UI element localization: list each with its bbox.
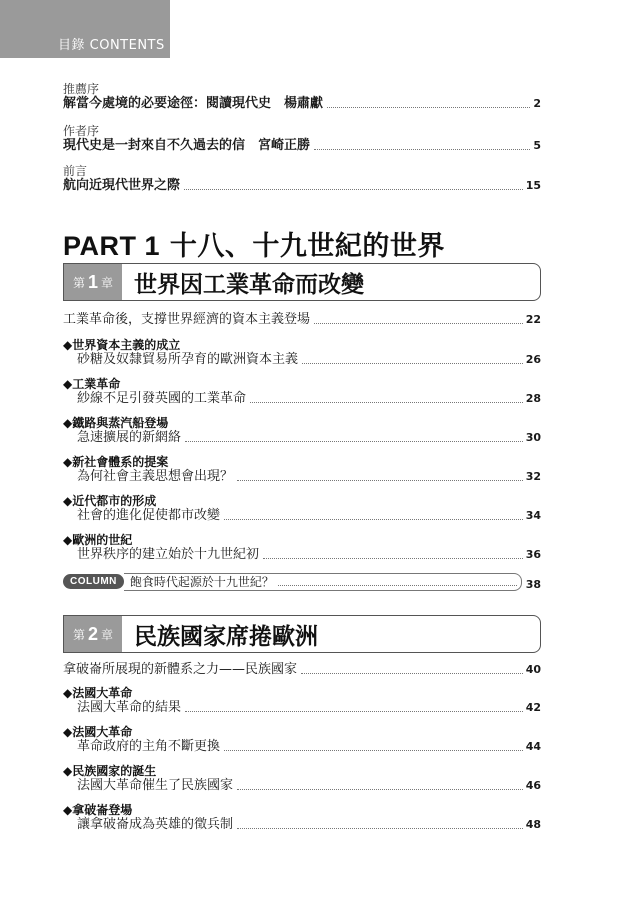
column-box bbox=[124, 573, 522, 591]
section-subtitle: 為何社會主義思想會出現？ bbox=[77, 469, 234, 484]
page-number: 38 bbox=[525, 578, 541, 591]
leader-dots bbox=[301, 673, 523, 674]
toc-entry-section[interactable] bbox=[63, 533, 541, 563]
page-number: 28 bbox=[525, 392, 541, 405]
entry-title: 工業革命後，支撐世界經濟的資本主義登場 bbox=[63, 312, 311, 327]
chapter-2-banner[interactable] bbox=[63, 615, 541, 653]
page-number: 22 bbox=[525, 313, 541, 326]
leader-dots bbox=[224, 750, 523, 751]
leader-dots bbox=[185, 711, 523, 712]
chapter-suffix: 章 bbox=[101, 275, 114, 290]
leader-dots bbox=[278, 585, 517, 586]
part-heading bbox=[63, 224, 445, 263]
toc-entry-column[interactable] bbox=[63, 572, 541, 591]
part-label: PART 1 bbox=[63, 231, 161, 261]
chapter-suffix: 章 bbox=[101, 627, 114, 642]
page-number: 36 bbox=[525, 548, 541, 561]
page-number: 44 bbox=[525, 740, 541, 753]
leader-dots bbox=[250, 402, 523, 403]
section-heading: ◆近代都市的形成 bbox=[63, 494, 157, 508]
page-number: 34 bbox=[525, 509, 541, 522]
leader-dots bbox=[327, 107, 530, 108]
section-subtitle: 讓拿破崙成為英雄的徵兵制 bbox=[77, 817, 234, 832]
page-number: 42 bbox=[525, 701, 541, 714]
toc-entry-foreword[interactable] bbox=[63, 82, 541, 112]
leader-dots bbox=[314, 323, 523, 324]
chapter-badge bbox=[64, 264, 122, 300]
column-badge: COLUMN bbox=[63, 574, 124, 589]
toc-entry-section[interactable] bbox=[63, 803, 541, 833]
entry-title: 航向近現代世界之際 bbox=[63, 178, 181, 193]
section-heading: ◆法國大革命 bbox=[63, 686, 133, 700]
entry-title: 解當今處境的必要途徑：閱讀現代史 楊肅獻 bbox=[63, 96, 324, 111]
section-heading: ◆拿破崙登場 bbox=[63, 803, 133, 817]
page-number: 15 bbox=[525, 179, 541, 192]
page-number: 5 bbox=[533, 139, 541, 152]
toc-entry-section[interactable] bbox=[63, 338, 541, 368]
chapter-title: 世界因工業革命而改變 bbox=[134, 271, 364, 298]
section-subtitle: 法國大革命催生了民族國家 bbox=[77, 778, 234, 793]
chapter-number: 1 bbox=[87, 271, 98, 292]
leader-dots bbox=[263, 558, 523, 559]
toc-entry-section[interactable] bbox=[63, 416, 541, 446]
entry-title: 拿破崙所展現的新體系之力——民族國家 bbox=[63, 662, 298, 677]
section-heading: ◆世界資本主義的成立 bbox=[63, 338, 181, 352]
page-number: 48 bbox=[525, 818, 541, 831]
section-subtitle: 法國大革命的結果 bbox=[77, 700, 182, 715]
section-heading: ◆歐洲的世紀 bbox=[63, 533, 133, 547]
section-heading: ◆新社會體系的提案 bbox=[63, 455, 169, 469]
toc-entry-chapter-2-intro[interactable] bbox=[63, 662, 541, 678]
chapter-1-banner[interactable] bbox=[63, 263, 541, 301]
leader-dots bbox=[314, 149, 530, 150]
toc-entry-section[interactable] bbox=[63, 686, 541, 716]
chapter-prefix: 第 bbox=[72, 627, 85, 642]
leader-dots bbox=[237, 789, 523, 790]
section-heading: ◆鐵路與蒸汽船登場 bbox=[63, 416, 169, 430]
toc-entry-section[interactable] bbox=[63, 377, 541, 407]
section-subtitle: 紗線不足引發英國的工業革命 bbox=[77, 391, 247, 406]
entry-label: 推薦序 bbox=[63, 82, 100, 96]
section-heading: ◆工業革命 bbox=[63, 377, 121, 391]
entry-title: 現代史是一封來自不久過去的信 宮崎正勝 bbox=[63, 138, 311, 153]
contents-header-tab: 目錄 CONTENTS bbox=[0, 0, 170, 58]
leader-dots bbox=[224, 519, 523, 520]
section-subtitle: 急速擴展的新網絡 bbox=[77, 430, 182, 445]
leader-dots bbox=[302, 363, 523, 364]
column-title: 飽食時代起源於十九世紀？ bbox=[129, 574, 274, 589]
toc-entry-section[interactable] bbox=[63, 455, 541, 485]
section-heading: ◆民族國家的誕生 bbox=[63, 764, 157, 778]
page-number: 32 bbox=[525, 470, 541, 483]
page-number: 2 bbox=[533, 97, 541, 110]
leader-dots bbox=[184, 189, 523, 190]
page-number: 30 bbox=[525, 431, 541, 444]
toc-entry-section[interactable] bbox=[63, 725, 541, 755]
page-number: 46 bbox=[525, 779, 541, 792]
section-subtitle: 砂糖及奴隸貿易所孕育的歐洲資本主義 bbox=[77, 352, 299, 367]
section-subtitle: 世界秩序的建立始於十九世紀初 bbox=[77, 547, 260, 562]
chapter-number: 2 bbox=[87, 623, 98, 644]
leader-dots bbox=[185, 441, 523, 442]
chapter-title: 民族國家席捲歐洲 bbox=[134, 623, 318, 650]
toc-entry-section[interactable] bbox=[63, 764, 541, 794]
leader-dots bbox=[237, 828, 523, 829]
toc-entry-author-preface[interactable] bbox=[63, 124, 541, 154]
section-heading: ◆法國大革命 bbox=[63, 725, 133, 739]
page-number: 40 bbox=[525, 663, 541, 676]
entry-label: 前言 bbox=[63, 164, 88, 178]
chapter-badge bbox=[64, 616, 122, 652]
leader-dots bbox=[237, 480, 523, 481]
page-number: 26 bbox=[525, 353, 541, 366]
section-subtitle: 革命政府的主角不斷更換 bbox=[77, 739, 221, 754]
chapter-prefix: 第 bbox=[72, 275, 85, 290]
toc-entry-introduction[interactable] bbox=[63, 164, 541, 194]
part-title: 十八、十九世紀的世界 bbox=[169, 231, 445, 262]
section-subtitle: 社會的進化促使都市改變 bbox=[77, 508, 221, 523]
toc-entry-section[interactable] bbox=[63, 494, 541, 524]
toc-entry-chapter-1-intro[interactable] bbox=[63, 312, 541, 328]
entry-label: 作者序 bbox=[63, 124, 100, 138]
